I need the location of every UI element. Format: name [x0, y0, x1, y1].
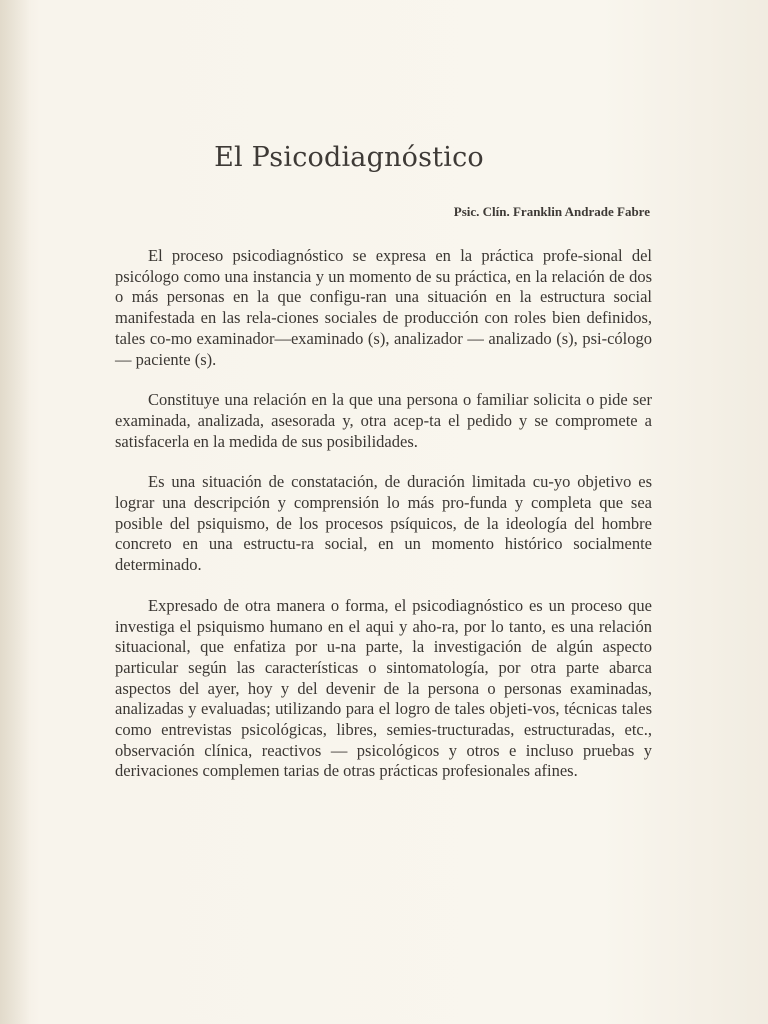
paragraph-1: El proceso psicodiagnóstico se expresa en la práctica profe-sional del psicólogo como una instancia y un momento de su práctica, en la relación de dos o más personas en la que configu-ran una situación en la estructura social manifestada en las rela-ciones sociales de producción con roles bien definidos, tales co-mo examinador—examinado (s), analizador — analizado (s), psi-cólogo — paciente (s). [115, 246, 652, 369]
document-body [115, 246, 652, 802]
paragraph-2: Constituye una relación en la que una persona o familiar solicita o pide ser examinada, analizada, asesorada y, otra acep-ta el pedido y se compromete a satisfacerla en la medida de sus posibilidades. [115, 390, 652, 451]
paragraph-3: Es una situación de constatación, de duración limitada cu-yo objetivo es lograr una descripción y comprensión lo más pro-funda y completa que sea posible del psiquismo, de los procesos psíquicos, de la ideología del hombre concreto en una estructu-ra social, en un momento histórico socialmente determinado. [115, 472, 652, 575]
paragraph-4: Expresado de otra manera o forma, el psicodiagnóstico es un proceso que investiga el psiquismo humano en el aqui y aho-ra, por lo tanto, es una relación situacional, que enfatiza por u-na parte, la investigación de algún aspecto particular según las características o sintomatología, por otra parte abarca aspectos del ayer, hoy y del devenir de la persona o personas examinadas, analizadas y evaluadas; utilizando para el logro de tales objeti-vos, técnicas tales como entrevistas psicológicas, libres, semies-tructuradas, estructuradas, etc., observación clínica, reactivos — psicológicos y otros e incluso pruebas y derivaciones complemen tarias de otras prácticas profesionales afines. [115, 595, 652, 781]
document-author: Psic. Clín. Franklin Andrade Fabre [453, 204, 650, 219]
document-title: El Psicodiagnóstico [214, 142, 484, 173]
